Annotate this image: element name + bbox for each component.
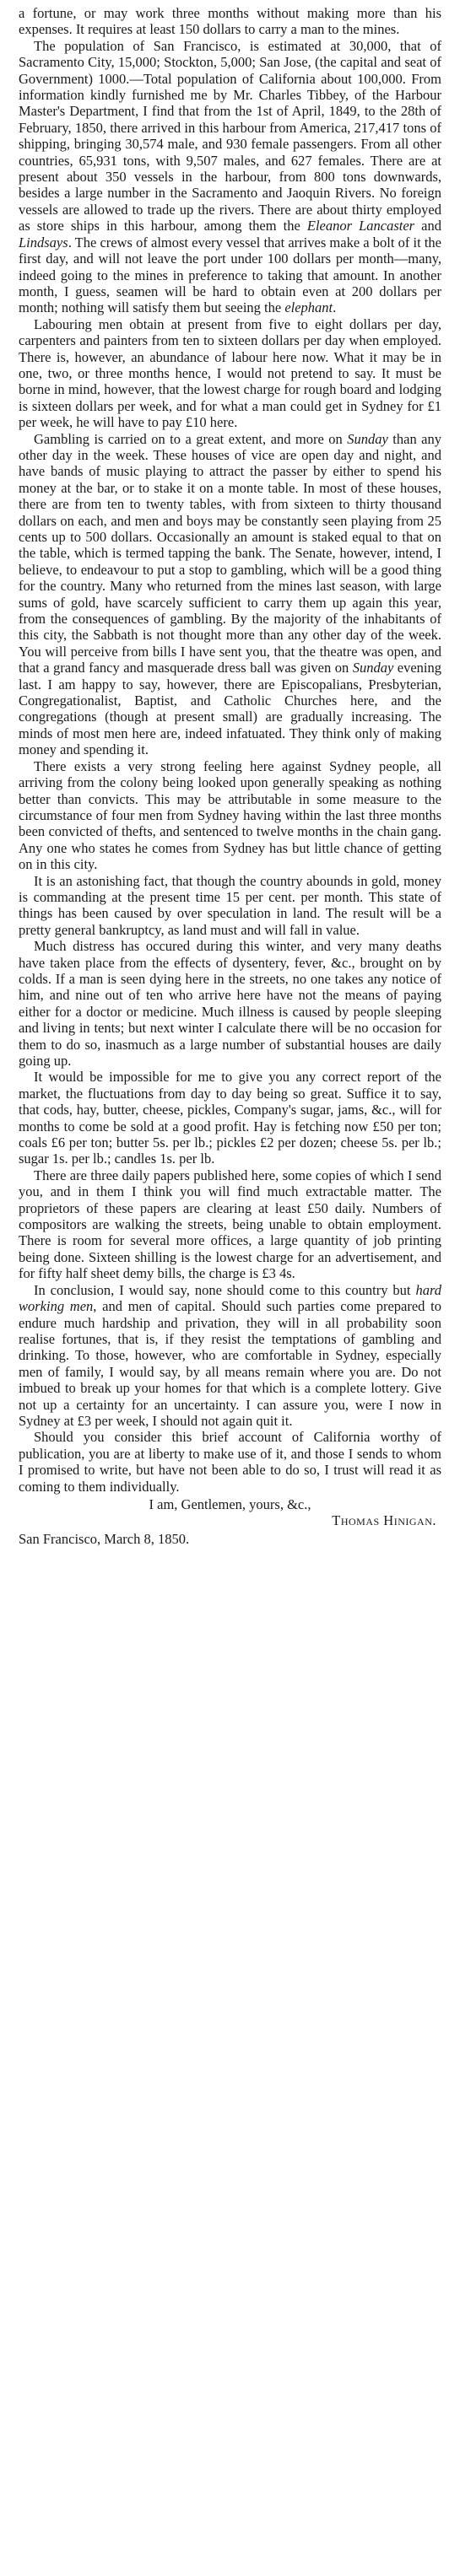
paragraph: It would be impossible for me to give you any correct report of the market, the fluctuations from day to day being so great. Suffice it to say, that cods, hay, butter, cheese, pickles, Company's sugar, jams, &c., will for months to come be sold at a good profit. Hay is fetching now £50 per ton; coals £6 per ton; butter 5s. per lb.; pickles £2 per dozen; cheese 5s. per lb.; sugar 1s. per lb.; candles 1s. per lb.: [19, 1069, 441, 1167]
closing-line: I am, Gentlemen, yours, &c.,: [149, 1495, 311, 1512]
paragraph: There are three daily papers published here, some copies of which I send you, and in them I think you will find much extractable matter. The proprietors of these papers are clearing at least £50 daily. Numbers of compositors are walking the streets, being unable to obtain employment. There is room for several more offices, a large quantity of job printing being done. Sixteen shilling is the lowest charge for an advertisement, and for fifty half sheet demy bills, the charge is £3 4s.: [19, 1167, 441, 1282]
dateline: San Francisco, March 8, 1850.: [19, 1530, 190, 1547]
paragraph: a fortune, or may work three months without making more than his expenses. It requires at least 150 dollars to carry a man to the mines.: [19, 5, 441, 38]
paragraph: The population of San Francisco, is estimated at 30,000, that of Sacramento City, 15,000; Stockton, 5,000; San Jose, (the capital and seat of Government) 1000.—Total population of California about 100,000. From information kindly furnished me by Mr. Charles Tibbey, of the Harbour Master's Department, I find that from the 1st of April, 1849, to the 28th of February, 1850, there arrived in this harbour from America, 217,417 tons of shipping, bringing 30,574 male, and 930 female passengers. From all other countries, 65,931 tons, with 9,507 males, and 627 females. There are at present about 350 vessels in the harbour, from 800 tons downwards, besides a large number in the Sacramento and Jaoquin Rivers. No foreign vessels are allowed to trade up the rivers. There are about thirty employed as store ships in this harbour, among them the Eleanor Lancaster and Lindsays. The crews of almost every vessel that arrives make a bolt of it the first day, and will not leave the port under 100 dollars per month—many, indeed going to the mines in preference to taking that amount. In another month, I guess, seamen will be hard to obtain even at 200 dollars per month; nothing will satisfy them but seeing the elephant.: [19, 37, 441, 316]
letter-closing: [19, 1496, 441, 1529]
paragraph: In conclusion, I would say, none should come to this country but hard working men, and men of capital. Should such parties come prepared to endure much hardship and privation, they will in all probability soon realise fortunes, that is, if they resist the temptations of gambling and drinking. To those, however, who are comfortable in Sydney, especially men of family, I would say, by all means remain where you are. Do not imbued to break up your homes for that which is a complete lottery. Give not up a certainty for an uncertainty. I can assure you, were I now in Sydney at £3 per week, I should not again quit it.: [19, 1281, 441, 1429]
paragraph: There exists a very strong feeling here against Sydney people, all arriving from the colony being looked upon generally speaking as nothing better than convicts. This may be attributable in some measure to the circumstance of four men from Sydney having within the last three months been convicted of thefts, and sentenced to twelve months in the chain gang. Any one who states he comes from Sydney has but little chance of getting on in this city.: [19, 757, 441, 873]
paragraph: Gambling is carried on to a great extent, and more on Sunday than any other day in the week. These houses of vice are open day and night, and have bands of music playing to attract the passer by either to spend his money at the bar, or to stake it on a monte table. In most of these houses, there are from ten to twenty tables, with from sixteen to thirty thousand dollars on each, and men and boys may be constantly seen playing from 25 cents up to 500 dollars. Occasionally an amount is staked equal to that on the table, which is termed tapping the bank. The Senate, however, intend, I believe, to endeavour to put a stop to gambling, which will be a good thing for the country. Many who returned from the mines last season, with large sums of gold, have scarcely sufficient to carry them up again this year, from the consequences of gambling. By the majority of the inhabitants of this city, the Sabbath is not thought more than any other day of the week. You will perceive from bills I have sent you, that the theatre was open, and that a grand fancy and masquerade dress ball was given on Sunday evening last. I am happy to say, however, there are Episcopalians, Presbyterian, Congregationalist, Baptist, and Catholic Churches here, and the congregations (though at present small) are gradually increasing. The minds of most men here are, indeed infatuated. They think only of making money and spending it.: [19, 430, 441, 758]
paragraph: Much distress has occured during this winter, and very many deaths have taken place from the effects of dysentery, fever, &c., brought on by colds. If a man is seen dying here in the streets, no one takes any notice of him, and nine out of ten who arrive here have not the means of paying either for a doctor or medicine. Much illness is caused by people sleeping and living in tents; but next winter I calculate there will be no occasion for them to do so, inasmuch as a large number of substantial houses are daily going up.: [19, 938, 441, 1069]
paragraph: Labouring men obtain at present from five to eight dollars per day, carpenters and painters from ten to sixteen dollars per day when employed. There is, however, an abundance of labour here now. What it may be in one, two, or three months hence, I would not pretend to say. It must be borne in mind, however, that the lowest charge for rough board and lodging is sixteen dollars per week, and for what a man could get in Sydney for £1 per week, he will have to pay £10 here.: [19, 315, 441, 431]
signature: Thomas Hinigan.: [332, 1512, 436, 1529]
paragraph: Should you consider this brief account of California worthy of publication, you are at liberty to make use of it, and those I sends to whom I promised to write, but have not been able to do so, I trust will read it as coming to them individually.: [19, 1429, 441, 1495]
paragraph: It is an astonishing fact, that though the country abounds in gold, money is commanding at the present time 15 per cent. per month. This state of things has been caused by over speculation in land. The result will be a pretty general bankruptcy, as land must and will fall in value.: [19, 872, 441, 938]
